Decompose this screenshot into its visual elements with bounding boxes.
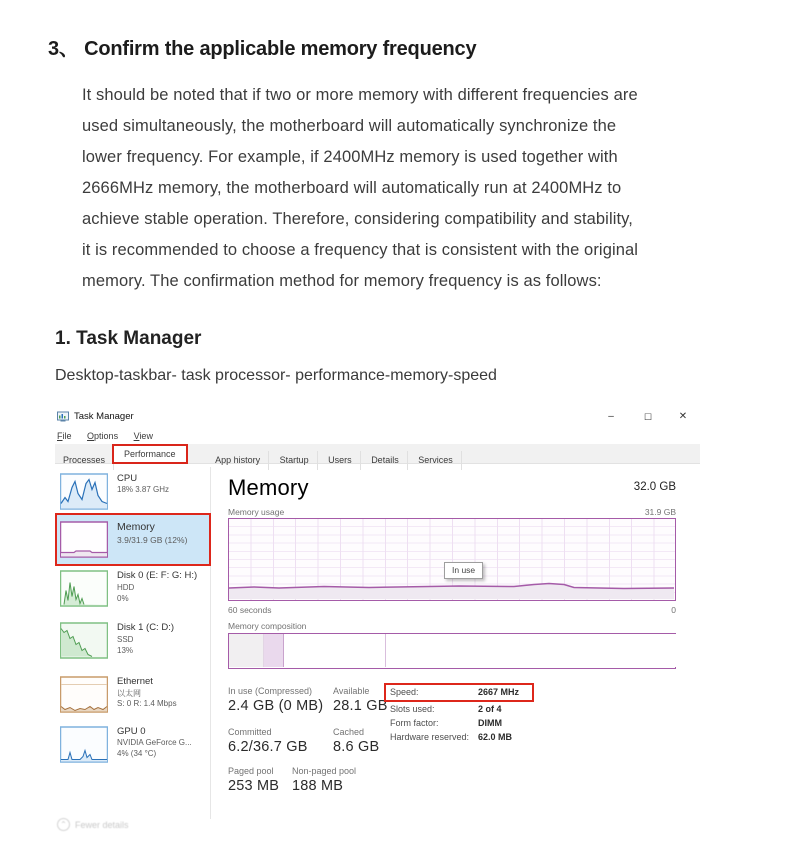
memory-total: 32.0 GB (633, 481, 676, 493)
disk0-graph-icon (60, 570, 108, 607)
form-factor-value: DIMM (478, 718, 502, 728)
nonpaged-pool-label: Non-paged pool (292, 766, 357, 776)
detail-row-hardware-reserved (390, 732, 570, 746)
hardware-reserved-label: Hardware reserved: (390, 732, 470, 742)
sidebar-item-memory[interactable] (55, 521, 210, 566)
tab-services[interactable]: Services (410, 451, 462, 470)
memory-panel-title: Memory (228, 475, 309, 500)
section-heading: 1. Task Manager (55, 328, 202, 349)
sidebar-cpu-label: CPU (117, 473, 138, 484)
sidebar-item-cpu[interactable] (55, 473, 210, 513)
memory-composition-label: Memory composition (228, 621, 307, 631)
intro-line: achieve stable operation. Therefore, considering compatibility and stability, (82, 210, 633, 228)
available-value: 28.1 GB (333, 698, 388, 714)
tab-strip (55, 444, 700, 464)
cached-label: Cached (333, 727, 365, 737)
sidebar-item-gpu[interactable] (55, 726, 210, 770)
fewer-details-button[interactable] (57, 816, 129, 834)
usage-label-row (228, 507, 676, 517)
sidebar-ethernet-label: Ethernet (117, 676, 153, 687)
time-span-label: 60 seconds (228, 605, 272, 615)
gpu-graph-icon (60, 726, 108, 763)
composition-segment-inuse (229, 634, 264, 667)
tab-processes[interactable]: Processes (55, 451, 114, 470)
sidebar-ethernet-name-cn: 以太网 (117, 689, 141, 698)
disk1-graph-icon (60, 622, 108, 659)
paged-pool-value: 253 MB (228, 778, 280, 794)
fewer-details-label: Fewer details (75, 819, 129, 830)
cpu-graph-icon (60, 473, 108, 510)
composition-segment-standby (284, 634, 386, 667)
section-subtitle: Desktop-taskbar- task processor- performance-memory-speed (55, 367, 497, 384)
close-button[interactable]: ✕ (678, 411, 688, 422)
available-label: Available (333, 686, 370, 696)
tab-performance[interactable]: Performance (112, 444, 188, 464)
intro-line: lower frequency. For example, if 2400MHz memory is used together with (82, 148, 618, 166)
time-zero-label: 0 (671, 605, 676, 615)
composition-segment-free (386, 634, 676, 667)
task-manager-icon (57, 411, 69, 423)
menu-view[interactable]: View (133, 431, 153, 441)
sidebar-disk1-usage: 13% (117, 646, 134, 655)
tab-users[interactable]: Users (320, 451, 361, 470)
committed-label: Committed (228, 727, 272, 737)
composition-segment-modified (264, 634, 284, 667)
intro-line: It should be noted that if two or more memory with different frequencies are (82, 86, 638, 104)
nonpaged-pool-value: 188 MB (292, 778, 344, 794)
menu-file[interactable]: File (57, 431, 72, 441)
memory-composition-bar (228, 633, 676, 669)
intro-line: it is recommended to choose a frequency that is consistent with the original (82, 241, 639, 259)
slots-used-label: Slots used: (390, 704, 435, 714)
memory-usage-graph (228, 518, 676, 601)
hardware-reserved-value: 62.0 MB (478, 732, 513, 742)
usage-max-label: 31.9 GB (644, 507, 676, 517)
ethernet-graph-icon (60, 676, 108, 713)
in-use-label: In use (Compressed) (228, 686, 313, 696)
in-use-value: 2.4 GB (0 MB) (228, 698, 324, 714)
intro-line: 2666MHz memory, the motherboard will automatically run at 2400MHz to (82, 179, 622, 197)
intro-line: memory. The confirmation method for memory frequency is as follows: (82, 272, 602, 290)
sidebar-gpu-adapter: NVIDIA GeForce G... (117, 738, 192, 747)
cached-value: 8.6 GB (333, 739, 380, 755)
form-factor-label: Form factor: (390, 718, 439, 728)
in-use-tooltip: In use (444, 562, 483, 579)
menu-bar (57, 431, 166, 444)
menu-options[interactable]: Options (87, 431, 119, 441)
sidebar-disk0-type: HDD (117, 583, 135, 592)
title-bar (55, 409, 700, 427)
usage-line-chart (229, 519, 674, 599)
sidebar-item-disk0[interactable] (55, 570, 210, 614)
slots-used-value: 2 of 4 (478, 704, 502, 714)
sidebar-disk1-label: Disk 1 (C: D:) (117, 622, 174, 633)
sidebar-gpu-label: GPU 0 (117, 726, 146, 737)
tab-details[interactable]: Details (363, 451, 408, 470)
sidebar-item-ethernet[interactable] (55, 676, 210, 720)
sidebar-disk1-type: SSD (117, 635, 134, 644)
chevron-up-icon: ⌃ (57, 818, 70, 831)
committed-value: 6.2/36.7 GB (228, 739, 308, 755)
detail-row-slots (390, 704, 570, 718)
intro-line: used simultaneously, the motherboard will automatically synchronize the (82, 117, 617, 135)
sidebar-gpu-stats: 4% (34 °C) (117, 749, 157, 758)
memory-graph-icon (60, 521, 108, 558)
sidebar-cpu-stats: 18% 3.87 GHz (117, 485, 170, 494)
intro-paragraph (82, 80, 750, 297)
task-manager-window (55, 405, 700, 850)
detail-row-speed (390, 687, 570, 701)
sidebar-ethernet-stats: S: 0 R: 1.4 Mbps (117, 699, 177, 708)
sidebar-memory-stats: 3.9/31.9 GB (12%) (117, 535, 188, 545)
sidebar-disk0-label: Disk 0 (E: F: G: H:) (117, 570, 198, 581)
paged-pool-label: Paged pool (228, 766, 274, 776)
minimize-button[interactable]: – (608, 411, 614, 422)
memory-usage-label: Memory usage (228, 507, 285, 517)
speed-label: Speed: (390, 687, 419, 697)
maximize-button[interactable]: ☐ (643, 412, 653, 422)
window-title: Task Manager (74, 411, 134, 422)
sidebar-item-disk1[interactable] (55, 622, 210, 666)
sidebar-disk0-usage: 0% (117, 594, 129, 603)
page-title: 3、 Confirm the applicable memory frequency (48, 38, 477, 60)
time-label-row (228, 605, 676, 615)
tab-startup[interactable]: Startup (272, 451, 318, 470)
sidebar-memory-label: Memory (117, 521, 155, 533)
speed-value: 2667 MHz (478, 687, 520, 697)
tab-app-history[interactable]: App history (207, 451, 269, 470)
detail-row-form-factor (390, 718, 570, 732)
